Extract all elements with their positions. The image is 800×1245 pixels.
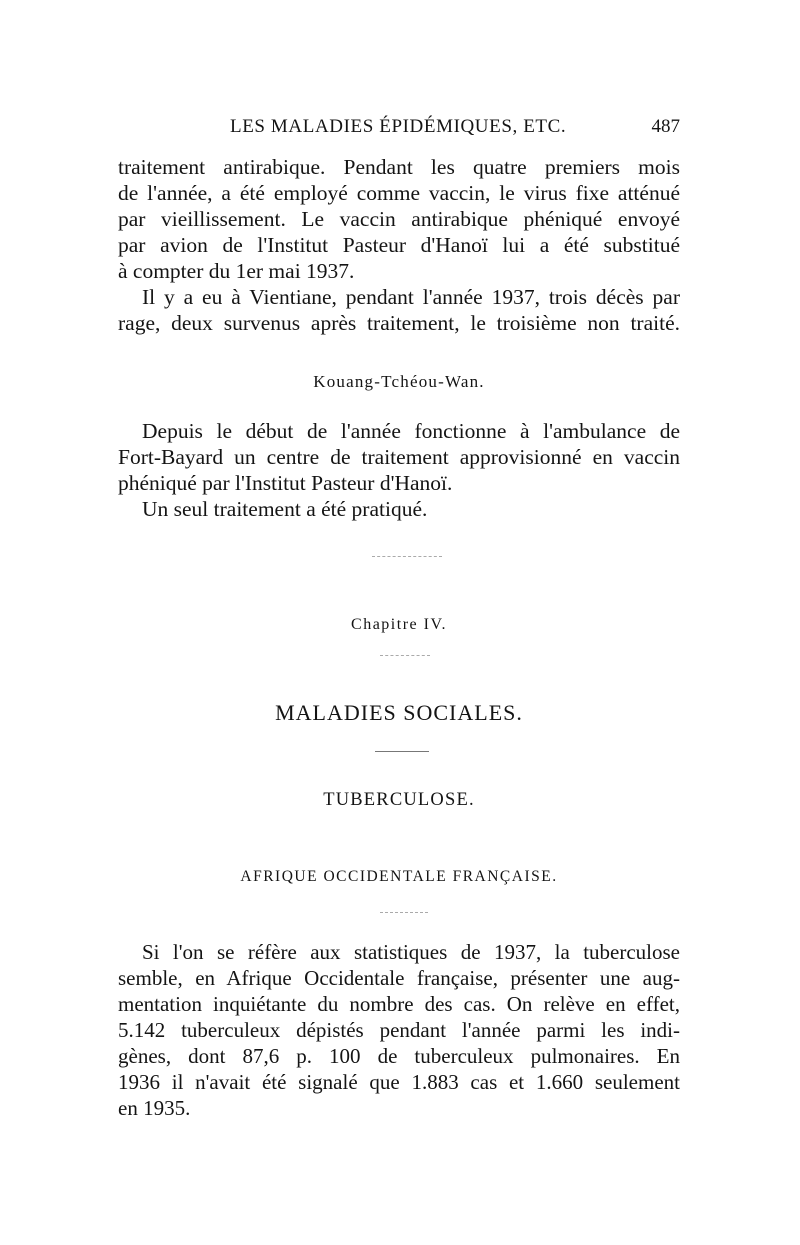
text-line: Si l'on se réfère aux statistiques de 1937, la tuberculose [142,940,680,964]
paragraph-rabies-treatment [118,154,680,284]
section-divider [372,556,442,557]
subsection-title: AFRIQUE OCCIDENTALE FRANÇAISE. [240,868,558,885]
text-line: 1936 il n'avait été signalé que 1.883 cas et 1.660 seulement [118,1070,680,1094]
running-header [118,116,680,146]
text-line: par avion de l'Institut Pasteur d'Hanoï lui a été substitué [118,233,680,257]
paragraph-tuberculosis-stats [118,939,680,1121]
chapter-heading: Chapitre IV. [351,616,447,633]
paragraph-single-treatment [118,496,680,522]
text-line: Il y a eu à Vientiane, pendant l'année 1937, trois décès par [142,285,680,309]
paragraph-vientiane [118,284,680,336]
text-line: phéniqué par l'Institut Pasteur d'Hanoï. [118,471,453,495]
region-heading: Kouang-Tchéou-Wan. [313,372,485,391]
text-line: à compter du 1er mai 1937. [118,259,355,283]
chapter-divider [380,655,430,656]
paragraph-fort-bayard [118,418,680,496]
subsection-divider [380,912,428,913]
title-divider [375,751,429,752]
text-line: mentation inquiétante du nombre des cas. On relève en effet, [118,992,680,1016]
text-line: de l'année, a été employé comme vaccin, le virus fixe atténué [118,181,680,205]
running-title: LES MALADIES ÉPIDÉMIQUES, ETC. [230,116,567,137]
text-line: Un seul traitement a été pratiqué. [142,497,428,521]
page-number: 487 [651,116,680,137]
text-line: semble, en Afrique Occidentale française, présenter une aug- [118,966,680,990]
text-line: par vieillissement. Le vaccin antirabique phéniqué envoyé [118,207,680,231]
text-line: traitement antirabique. Pendant les quatre premiers mois [118,155,680,179]
text-line: rage, deux survenus après traitement, le troisième non traité. [118,311,680,335]
text-line: 5.142 tuberculeux dépistés pendant l'année parmi les indi- [118,1018,680,1042]
chapter-title: MALADIES SOCIALES. [275,700,523,725]
text-line: Depuis le début de l'année fonctionne à l'ambulance de [142,419,680,443]
text-line: gènes, dont 87,6 p. 100 de tuberculeux pulmonaires. En [118,1044,680,1068]
text-line: en 1935. [118,1096,191,1120]
section-title: TUBERCULOSE. [323,790,475,810]
text-line: Fort-Bayard un centre de traitement approvisionné en vaccin [118,445,680,469]
